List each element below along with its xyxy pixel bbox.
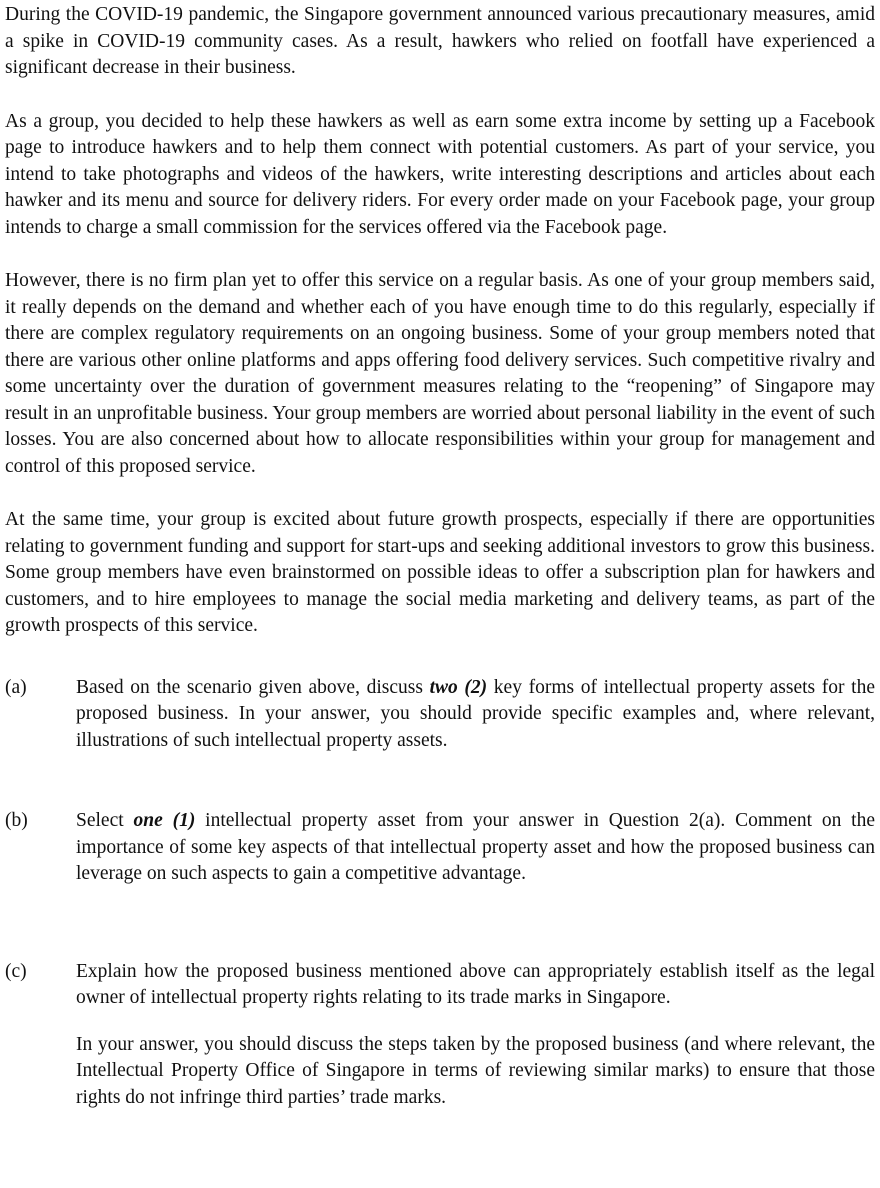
- question-text-end: intellectual property asset from your answer in Question 2(a). Comment on the importance of some key aspects of that intellectual property asset and how the proposed business can leverage on such aspects to gain a competitive advantage.: [76, 810, 875, 884]
- question-emphasis: one (1): [133, 810, 196, 831]
- question-label: (c): [5, 960, 27, 982]
- question-label: (b): [5, 810, 28, 831]
- question-followup-text: In your answer, you should discuss the steps taken by the proposed business (and where relevant, the Intellectual Property Office of Singapore in terms of reviewing similar marks) to ensure that those rights do not infringe third parties’ trade marks.: [76, 1033, 875, 1108]
- question-text: [76, 808, 875, 888]
- question-c: [5, 959, 875, 1112]
- scenario-section: [5, 2, 875, 640]
- question-label: (a): [5, 676, 27, 698]
- scenario-paragraph: At the same time, your group is excited about future growth prospects, especially if there are opportunities relating to government funding and support for start-ups and seeking additional investors to grow this business. Some group members have even brainstormed on possible ideas to offer a subscription plan for hawkers and customers, and to hire employees to manage the social media marketing and delivery teams, as part of the growth prospects of this service.: [5, 509, 875, 636]
- question-a: [5, 675, 875, 755]
- question-text-end: key forms of intellectual property assets for the proposed business. In your answer, you should provide specific examples and, where relevant, illustrations of such intellectual property assets.: [76, 676, 875, 751]
- question-text: Explain how the proposed business mentioned above can appropriately establish itself as the legal owner of intellectual property rights relating to its trade marks in Singapore.: [76, 960, 875, 1008]
- question-text: [76, 675, 875, 755]
- scenario-paragraph: However, there is no firm plan yet to offer this service on a regular basis. As one of your group members said, it really depends on the demand and whether each of you have enough time to do this regularly, especially if there are complex regulatory requirements on an ongoing business. Some of your group members noted that there are various other online platforms and apps offering food delivery services. Such competitive rivalry and some uncertainty over the duration of government measures relating to the “reopening” of Singapore may result in an unprofitable business. Your group members are worried about personal liability in the event of such losses. You are also concerned about how to allocate responsibilities within your group for management and control of this proposed service.: [5, 270, 875, 477]
- question-b: [5, 808, 875, 888]
- question-text-start: Based on the scenario given above, discuss: [76, 676, 430, 698]
- question-emphasis: two (2): [429, 676, 488, 698]
- scenario-paragraph: As a group, you decided to help these hawkers as well as earn some extra income by setting up a Facebook page to introduce hawkers and to help them connect with potential customers. As part of your service, you intend to take photographs and videos of the hawkers, write interesting descriptions and articles about each hawker and its menu and source for delivery riders. For every order made on your Facebook page, your group intends to charge a small commission for the services offered via the Facebook page.: [5, 110, 875, 238]
- scenario-paragraph: During the COVID-19 pandemic, the Singapore government announced various precautionary measures, amid a spike in COVID-19 community cases. As a result, hawkers who relied on footfall have experienced a significant decrease in their business.: [5, 4, 875, 78]
- document-page: [5, 2, 875, 1111]
- question-text-start: Select: [76, 810, 134, 831]
